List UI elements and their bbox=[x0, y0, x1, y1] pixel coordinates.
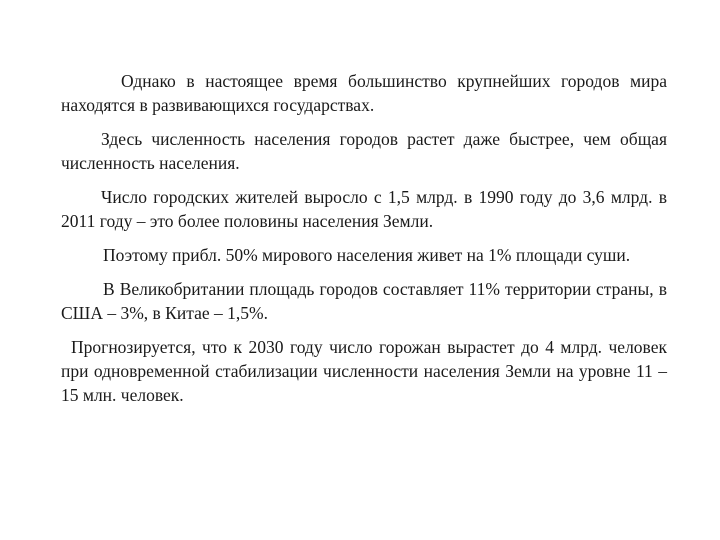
paragraph-land-share: Поэтому прибл. 50% мирового населения живет на 1% площади суши. bbox=[103, 245, 631, 265]
paragraph-urban-population: Число городских жителей выросло с 1,5 млрд. в 1990 году до 3,6 млрд. в 2011 году – это более половины населения Земли. bbox=[61, 187, 667, 231]
text-block bbox=[61, 69, 667, 417]
paragraph-megacities: Однако в настоящее время большинство крупнейших городов мира находятся в развивающихся государствах. bbox=[61, 71, 667, 115]
paragraph-country-comparison: В Великобритании площадь городов составляет 11% территории страны, в США – 3%, в Китае – 1,5%. bbox=[61, 279, 667, 323]
paragraph-forecast: Прогнозируется, что к 2030 году число горожан вырастет до 4 млрд. человек при одновременной стабилизации численности населения Земли на уровне 11 – 15 млн. человек. bbox=[61, 337, 667, 405]
paragraph-growth-rate: Здесь численность населения городов растет даже быстрее, чем общая численность населения. bbox=[61, 129, 667, 173]
